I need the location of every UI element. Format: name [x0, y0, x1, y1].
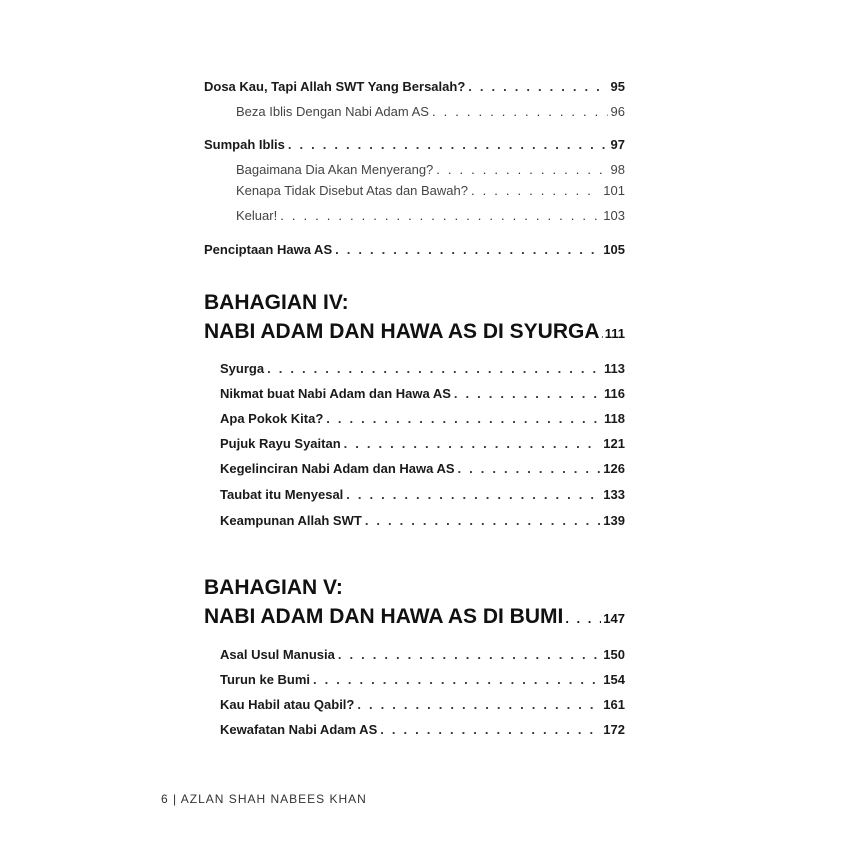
dot-leader: [280, 208, 600, 224]
dot-leader: [432, 104, 608, 120]
toc-entry-label: Dosa Kau, Tapi Allah SWT Yang Bersalah?: [204, 79, 466, 94]
part-title: NABI ADAM DAN HAWA AS DI SYURGA: [204, 320, 600, 343]
toc-entry-page: 103: [603, 208, 625, 223]
page-footer: 6 | AZLAN SHAH NABEES KHAN: [161, 792, 367, 806]
toc-entry-label: Penciptaan Hawa AS: [204, 242, 333, 257]
toc-entry-label: Keampunan Allah SWT: [220, 513, 362, 528]
toc-entry-label: Bagaimana Dia Akan Menyerang?: [236, 162, 434, 177]
dot-leader: [335, 242, 600, 258]
toc-entry: [220, 411, 625, 427]
toc-entry: [220, 672, 625, 688]
toc-entry: [220, 697, 625, 713]
dot-leader: [471, 183, 600, 199]
toc-entry-label: Syurga: [220, 361, 265, 376]
part-page: 147: [603, 611, 625, 626]
toc-entry-page: 101: [603, 183, 625, 198]
part-title-line: [204, 319, 625, 345]
toc-entry: [220, 461, 625, 477]
toc-entry-page: 161: [603, 697, 625, 712]
toc-entry: [220, 361, 625, 377]
toc-entry-page: 113: [604, 361, 625, 376]
toc-subentry: [236, 183, 625, 199]
toc-entry: [220, 513, 625, 529]
toc-entry-page: 154: [603, 672, 625, 687]
toc-entry-label: Kenapa Tidak Disebut Atas dan Bawah?: [236, 183, 468, 198]
dot-leader: [338, 647, 600, 663]
toc-entry-label: Kewafatan Nabi Adam AS: [220, 722, 378, 737]
toc-entry-page: 105: [603, 242, 625, 257]
toc-entry-page: 139: [603, 513, 625, 528]
dot-leader: [602, 326, 603, 341]
part-page: 111: [604, 326, 625, 341]
toc-entry-label: Pujuk Rayu Syaitan: [220, 436, 341, 451]
toc-entry-page: 96: [610, 104, 625, 119]
toc-entry-label: Apa Pokok Kita?: [220, 411, 324, 426]
dot-leader: [365, 513, 600, 529]
toc-entry-label: Keluar!: [236, 208, 278, 223]
toc-entry-label: Kau Habil atau Qabil?: [220, 697, 355, 712]
toc-entry-label: Sumpah Iblis: [204, 137, 285, 152]
dot-leader: [468, 79, 607, 95]
toc-entry-page: 121: [603, 436, 625, 451]
toc-subentry: [236, 208, 625, 224]
toc-entry-page: 118: [604, 411, 625, 426]
toc-entry: [220, 386, 625, 402]
dot-leader: [357, 697, 600, 713]
toc-entry-page: 133: [603, 487, 625, 502]
dot-leader: [380, 722, 600, 738]
dot-leader: [313, 672, 600, 688]
dot-leader: [344, 436, 601, 452]
dot-leader: [288, 137, 608, 153]
toc-entry: [220, 722, 625, 738]
part-heading: BAHAGIAN V:: [204, 576, 343, 599]
part-title: NABI ADAM DAN HAWA AS DI BUMI: [204, 605, 564, 628]
toc-entry-label: Turun ke Bumi: [220, 672, 311, 687]
toc-subentry: [236, 104, 625, 120]
dot-leader: [436, 162, 607, 178]
toc-entry-page: 95: [610, 79, 625, 94]
toc-entry: [204, 242, 625, 258]
part-title-line: [204, 604, 625, 630]
toc-entry-label: Asal Usul Manusia: [220, 647, 335, 662]
toc-entry-label: Kegelinciran Nabi Adam dan Hawa AS: [220, 461, 455, 476]
toc-entry: [204, 137, 625, 153]
dot-leader: [454, 386, 601, 402]
dot-leader: [565, 611, 601, 626]
toc-entry-page: 172: [603, 722, 625, 737]
toc-subentry: [236, 162, 625, 178]
toc-entry-page: 126: [603, 461, 625, 476]
dot-leader: [458, 461, 601, 477]
dot-leader: [267, 361, 601, 377]
toc-entry-label: Taubat itu Menyesal: [220, 487, 344, 502]
toc-entry-page: 98: [610, 162, 625, 177]
toc-entry: [220, 647, 625, 663]
part-heading: BAHAGIAN IV:: [204, 291, 349, 314]
toc-entry: [204, 79, 625, 95]
dot-leader: [346, 487, 600, 503]
toc-entry-label: Nikmat buat Nabi Adam dan Hawa AS: [220, 386, 451, 401]
toc-entry: [220, 436, 625, 452]
toc-entry-page: 97: [610, 137, 625, 152]
toc-entry: [220, 487, 625, 503]
toc-entry-page: 150: [603, 647, 625, 662]
dot-leader: [326, 411, 601, 427]
toc-entry-label: Beza Iblis Dengan Nabi Adam AS: [236, 104, 429, 119]
toc-entry-page: 116: [604, 386, 625, 401]
